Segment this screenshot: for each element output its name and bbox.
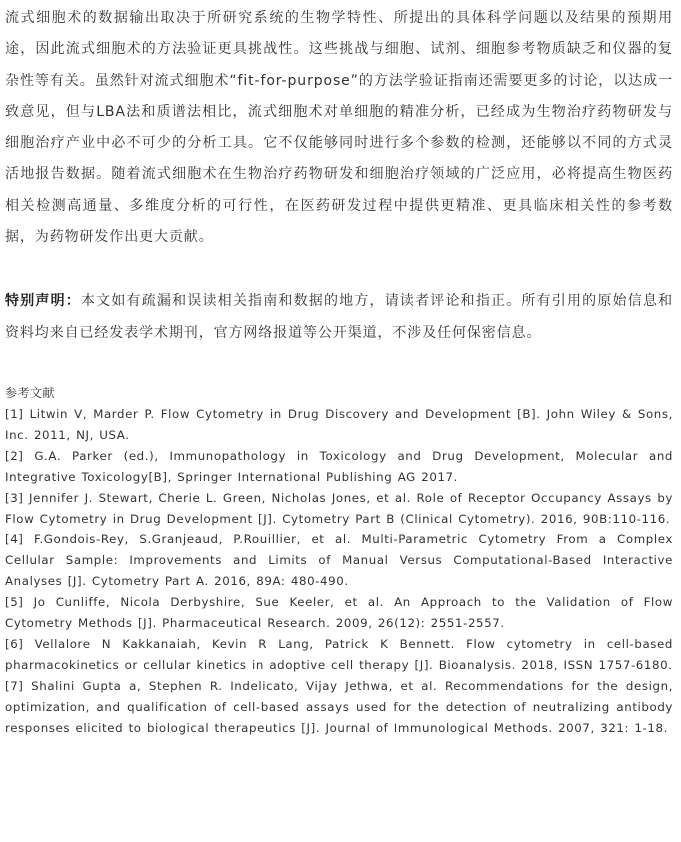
disclaimer-paragraph [5,283,673,349]
references-heading: 参考文献 [5,385,56,400]
reference-item: [4] F.Gondois-Rey, S.Granjeaud, P.Rouillier, et al. Multi-Parametric Cytometry From a Complex Cellular Sample: Improvements and Limits of Manual Versus Computational-Based Interactive Analyses [J]. Cytometry Part A. 2016, 89A: 480-490. [5,532,673,589]
reference-item: [5] Jo Cunliffe, Nicola Derbyshire, Sue Keeler, et al. An Approach to the Validation of Flow Cytometry Methods [J]. Pharmaceutical Research. 2009, 26(12): 2551-2557. [5,595,673,631]
reference-item: [6] Vellalore N Kakkanaiah, Kevin R Lang, Patrick K Bennett. Flow cytometry in cell-based pharmacokinetics or cellular kinetics in adoptive cell therapy [J]. Bioanalysis. 2018, ISSN 1757-6180. [5,636,673,672]
disclaimer-label: 特别声明： [5,293,81,310]
reference-item: [7] Shalini Gupta a, Stephen R. Indelicato, Vijay Jethwa, et al. Recommendations for the design, optimization, and qualification of cell-based assays used for the detection of neutralizing antibody responses elicited to biological therapeutics [J]. Journal of Immunological Methods. 2007, 321: 1-18. [5,678,673,735]
main-paragraph: 流式细胞术的数据输出取决于所研究系统的生物学特性、所提出的具体科学问题以及结果的预期用途，因此流式细胞术的方法验证更具挑战性。这些挑战与细胞、试剂、细胞参考物质缺乏和仪器的复杂性等有关。虽然针对流式细胞术“fit-for-purpose”的方法学验证指南还需要更多的讨论，以达成一致意见，但与LBA法和质谱法相比，流式细胞术对单细胞的精准分析，已经成为生物治疗药物研发与细胞治疗产业中必不可少的分析工具。它不仅能够同时进行多个参数的检测，还能够以不同的方式灵活地报告数据。随着流式细胞术在生物治疗药物研发和细胞治疗领域的广泛应用，必将提高生物医药相关检测高通量、多维度分析的可行性，在医药研发过程中提供更精准、更具临床相关性的参考数据，为药物研发作出更大贡献。 [5,10,673,246]
references-list [5,404,673,739]
reference-item: [2] G.A. Parker (ed.), Immunopathology in Toxicology and Drug Development, Molecular and Integrative Toxicology[B], Springer International Publishing AG 2017. [5,448,673,484]
reference-item: [3] Jennifer J. Stewart, Cherie L. Green, Nicholas Jones, et al. Role of Receptor Occupancy Assays by Flow Cytometry in Drug Development [J]. Cytometry Part B (Clinical Cytometry). 2016, 90B:110-116. [5,490,673,526]
reference-item: [1] Litwin V, Marder P. Flow Cytometry in Drug Discovery and Development [B]. John Wiley & Sons, Inc. 2011, NJ, USA. [5,406,673,442]
disclaimer-text: 本文如有疏漏和误读相关指南和数据的地方，请读者评论和指正。所有引用的原始信息和资料均来自已经发表学术期刊，官方网络报道等公开渠道，不涉及任何保密信息。 [5,293,674,341]
